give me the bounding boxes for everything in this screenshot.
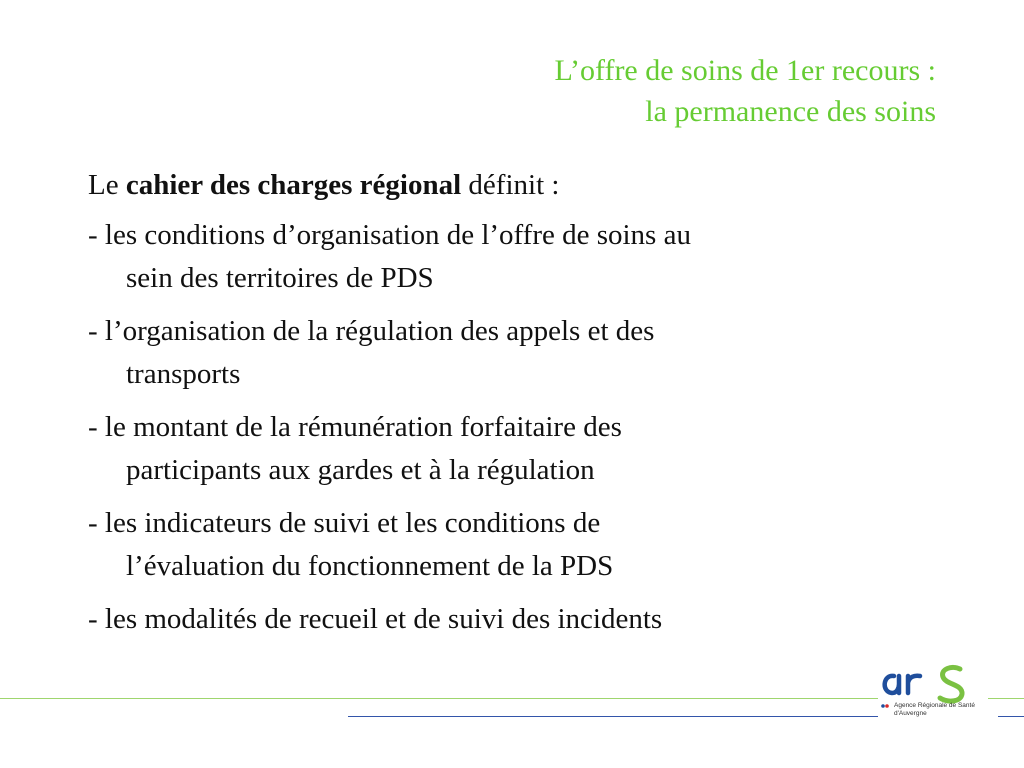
bullet-item-1-line-1: - les conditions d’organisation de l’offre de soins au [88,219,691,251]
ars-logo-caption-line-2: d'Auvergne [894,710,927,717]
bullet-item-4 [88,502,948,588]
bullet-item-3-line-1: - le montant de la rémunération forfaitaire des [88,411,622,443]
footer-green-divider [0,698,1024,699]
slide-title [554,50,936,132]
footer-blue-divider-left [348,716,878,717]
ars-logo-caption-line-1: Agence Régionale de Santé [894,702,975,709]
bullet-item-5-line-1: - les modalités de recueil et de suivi des incidents [88,603,663,635]
slide-title-line-2: la permanence des soins [645,95,936,128]
bullet-item-1 [88,214,948,300]
footer-blue-divider-right [998,716,1024,717]
bullet-list [88,214,948,641]
slide-body [88,164,948,651]
intro-prefix: Le [88,169,126,201]
intro-suffix: définit : [461,169,560,201]
ars-logo-caption [894,702,975,718]
ars-logo [878,662,988,724]
bullet-item-2-line-1: - l’organisation de la régulation des appels et des [88,315,655,347]
intro-sentence [88,164,948,207]
bullet-item-3-line-2: participants aux gardes et à la régulation [126,454,595,486]
intro-bold-term: cahier des charges régional [125,169,462,201]
slide-title-line-1: L’offre de soins de 1er recours : [554,54,936,87]
bullet-item-5 [88,598,948,641]
bullet-item-4-line-1: - les indicateurs de suivi et les conditions de [88,507,601,539]
bullet-item-2-line-2: transports [126,358,241,390]
bullet-item-3 [88,406,948,492]
bullet-item-4-line-2: l’évaluation du fonctionnement de la PDS [126,550,614,582]
bullet-item-1-line-2: sein des territoires de PDS [126,262,434,294]
bullet-item-2 [88,310,948,396]
